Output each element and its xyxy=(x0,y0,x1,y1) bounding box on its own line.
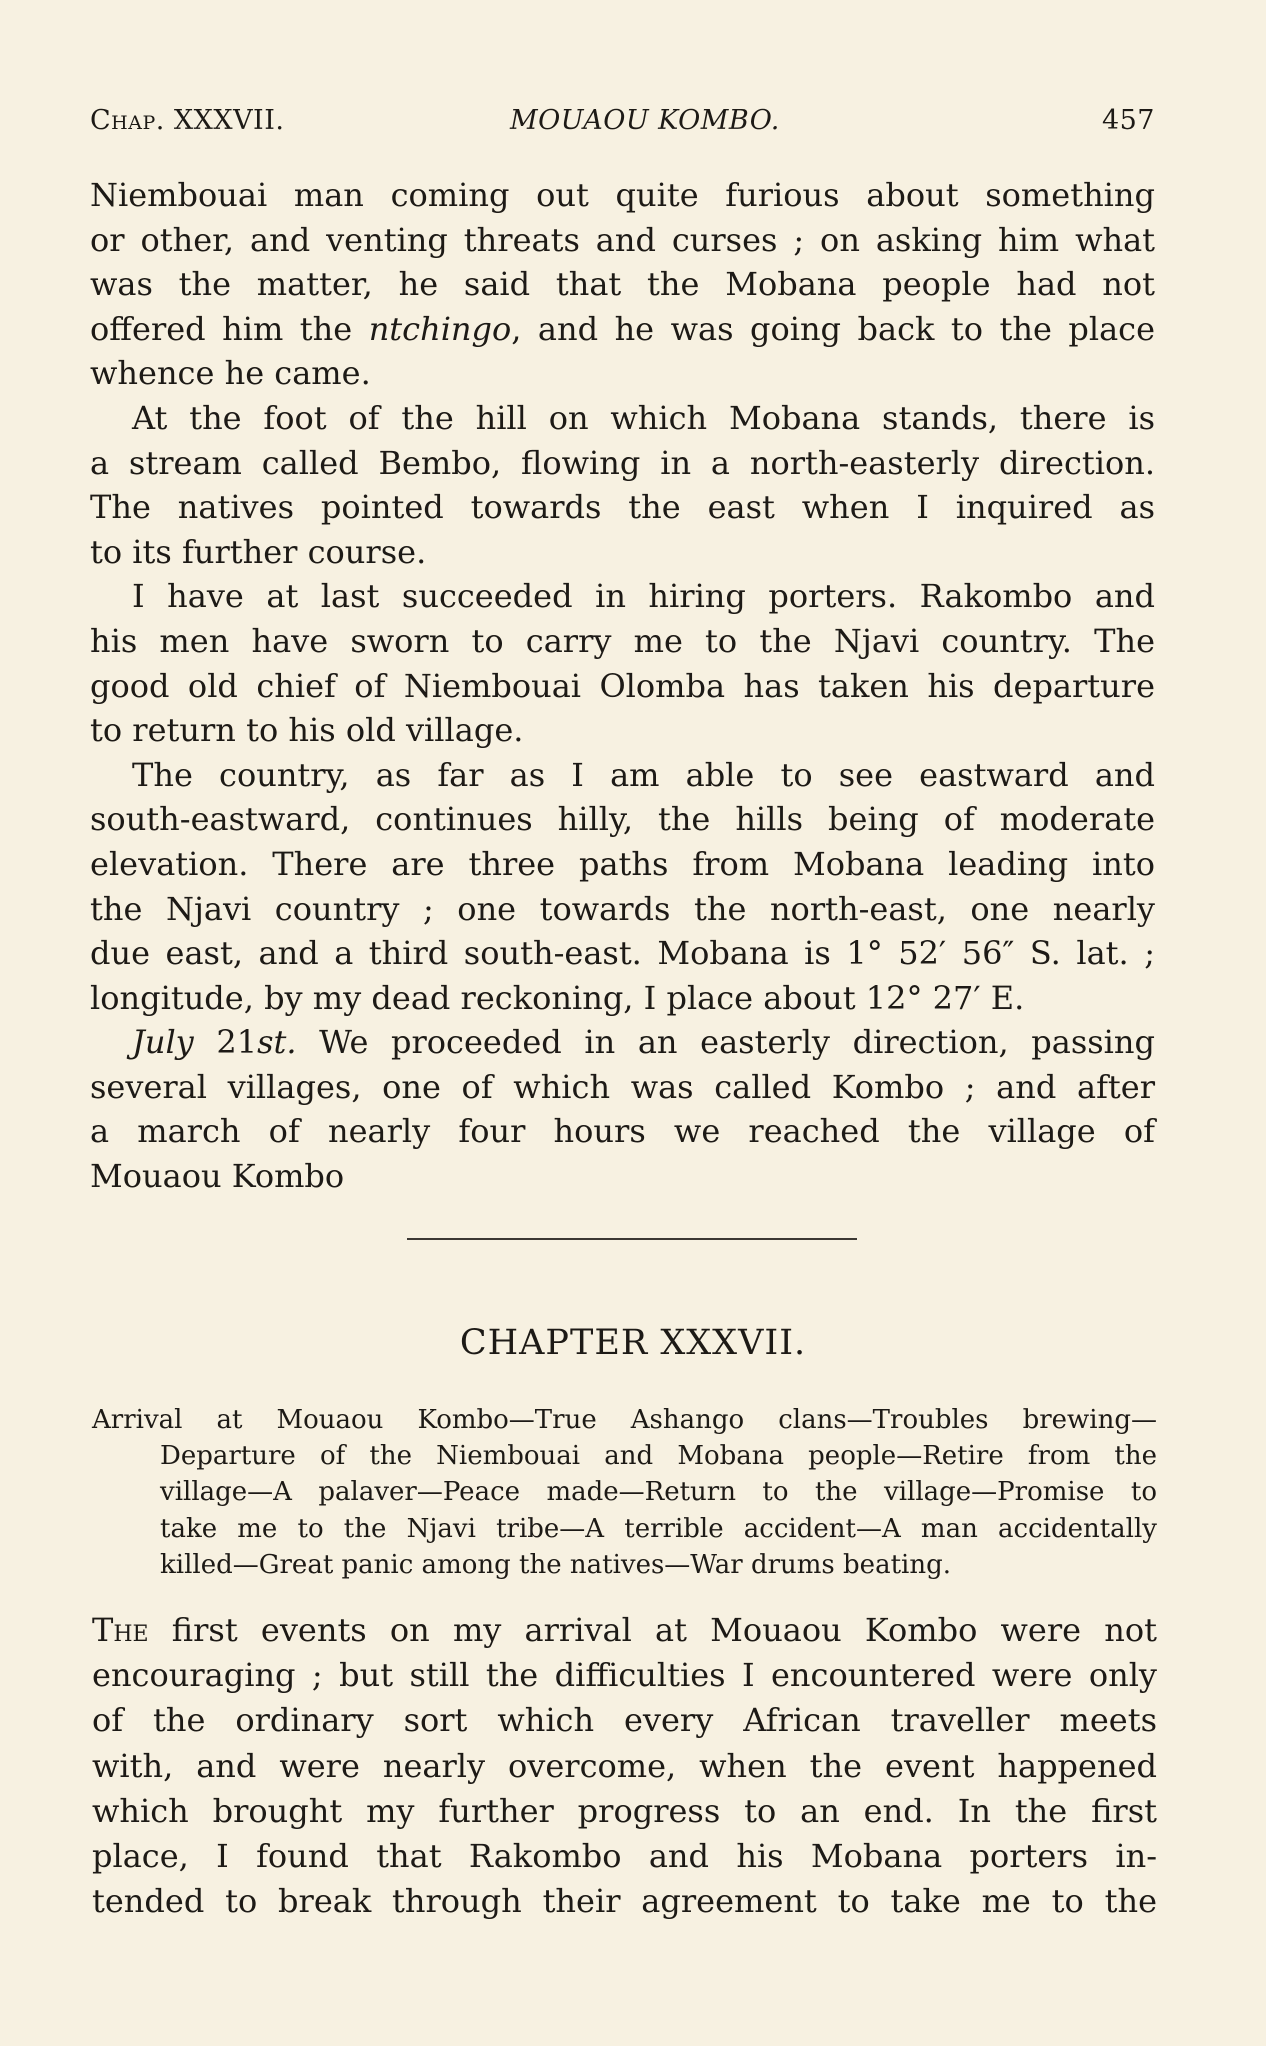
text-section-continued xyxy=(90,173,1155,1199)
text-line: to return to his old village. xyxy=(90,711,524,750)
synopsis-line: village—A palaver—Peace made—Return to the village—Promise to xyxy=(160,1477,1157,1508)
chapter-label: Chap. XXXVII. xyxy=(90,105,285,136)
paragraph-start-line xyxy=(90,1020,1155,1065)
text-line: was the matter, he said that the Mobana people had not xyxy=(90,265,1155,304)
running-head xyxy=(90,105,1155,145)
paragraph-start-line: I have at last succeeded in hiring porters. Rakombo and xyxy=(132,577,1155,616)
text-line: place, I found that Rakombo and his Mobana porters in- xyxy=(92,1837,1157,1876)
text-line: tended to break through their agreement to take me to the xyxy=(92,1882,1157,1921)
synopsis-line: Arrival at Mouaou Kombo—True Ashango clans—Troubles brewing— xyxy=(92,1405,1157,1435)
text-line: whence he came. xyxy=(90,354,371,393)
text-line: which brought my further progress to an end. In the first xyxy=(92,1791,1157,1830)
date-suffix: st. xyxy=(257,1023,297,1062)
text-line: The natives pointed towards the east when I inquired as xyxy=(90,488,1155,527)
section-divider xyxy=(407,1238,857,1240)
running-title: MOUAOU KOMBO. xyxy=(510,105,780,136)
lead-word: The xyxy=(92,1611,149,1649)
page-number: 457 xyxy=(1101,105,1155,136)
text-line: good old chief of Niembouai Olomba has taken his departure xyxy=(90,666,1155,705)
italic-term: ntchingo xyxy=(368,309,512,348)
chapter-body xyxy=(92,1608,1157,1924)
paragraph-start-line: The country, as far as I am able to see eastward and xyxy=(132,755,1155,794)
text-line: of the ordinary sort which every African traveller meets xyxy=(92,1701,1157,1740)
text-line: several villages, one of which was called Kombo ; and after xyxy=(90,1067,1155,1106)
text-line: a march of nearly four hours we reached the village of xyxy=(90,1112,1155,1151)
text-line: with, and were nearly overcome, when the event happened xyxy=(92,1746,1157,1785)
text-line: elevation. There are three paths from Mobana leading into xyxy=(90,844,1155,883)
text-line: the Njavi country ; one towards the north-east, one nearly xyxy=(90,889,1155,928)
paragraph-start-line xyxy=(92,1608,1157,1653)
text-fragment: We proceeded in an easterly direction, passing xyxy=(319,1023,1156,1062)
text-line: Niembouai man coming out quite furious about something xyxy=(90,176,1155,214)
text-fragment: , and he was going back to the place xyxy=(511,309,1156,348)
text-line: Mouaou Kombo xyxy=(90,1157,345,1196)
chapter-synopsis xyxy=(92,1402,1157,1583)
synopsis-line: Departure of the Niembouai and Mobana people—Retire from the xyxy=(160,1441,1157,1472)
text-line: a stream called Bembo, flowing in a north-easterly direction. xyxy=(90,443,1155,482)
synopsis-line: take me to the Njavi tribe—A terrible accident—A man accidentally xyxy=(160,1513,1157,1544)
date-month: July xyxy=(132,1023,194,1062)
chapter-heading: CHAPTER XXXVII. xyxy=(459,1323,807,1363)
synopsis-line: killed—Great panic among the natives—War drums beating. xyxy=(160,1549,951,1580)
text-fragment: offered him the xyxy=(90,309,369,348)
text-line xyxy=(90,307,1155,352)
text-line: or other, and venting threats and curses ; on asking him what xyxy=(90,220,1155,259)
text-line: south-eastward, continues hilly, the hills being of moderate xyxy=(90,800,1155,839)
text-line: due east, and a third south-east. Mobana is 1° 52′ 56″ S. lat. ; xyxy=(90,934,1155,973)
text-line: to its further course. xyxy=(90,532,427,571)
text-line: longitude, by my dead reckoning, I place about 12° 27′ E. xyxy=(90,978,1025,1017)
paragraph-start-line: At the foot of the hill on which Mobana stands, there is xyxy=(132,398,1155,437)
text-fragment: first events on my arrival at Mouaou Kombo were not xyxy=(148,1611,1157,1649)
text-line: encouraging ; but still the difficulties I encountered were only xyxy=(92,1656,1157,1695)
text-line: his men have sworn to carry me to the Njavi country. The xyxy=(90,621,1155,660)
date-day: 21 xyxy=(193,1023,258,1062)
